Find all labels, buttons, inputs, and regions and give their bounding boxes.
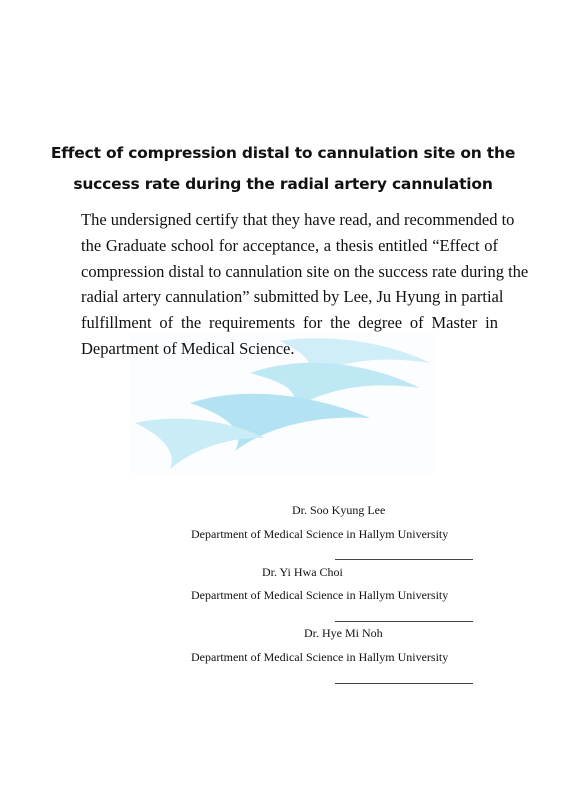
signatory-department: Department of Medical Science in Hallym University (191, 588, 449, 602)
certification-line: compression distal to cannulation site on the success rate during the (81, 261, 529, 281)
certification-line: The undersigned certify that they have read, and recommended to (81, 210, 515, 229)
signature-line (335, 621, 473, 622)
certification-line: fulfillment of the requirements for the degree of Master in (81, 313, 498, 333)
thesis-title-line-2: success rate during the radial artery cannulation (73, 175, 493, 193)
signatory-name: Dr. Yi Hwa Choi (262, 565, 343, 579)
signature-line (335, 683, 473, 684)
signature-line (335, 559, 473, 560)
signatory-department: Department of Medical Science in Hallym University (191, 650, 449, 664)
signatory-department: Department of Medical Science in Hallym University (191, 527, 449, 541)
signatory-name: Dr. Hye Mi Noh (304, 626, 383, 640)
certification-statement (81, 207, 529, 362)
certification-line: radial artery cannulation” submitted by Lee, Ju Hyung in partial (81, 287, 504, 307)
certification-line: the Graduate school for acceptance, a thesis entitled “Effect of (81, 235, 498, 255)
thesis-title-line-1: Effect of compression distal to cannulation site on the (50, 144, 516, 162)
signatory-name: Dr. Soo Kyung Lee (292, 503, 386, 517)
certification-line: Department of Medical Science. (81, 338, 295, 358)
